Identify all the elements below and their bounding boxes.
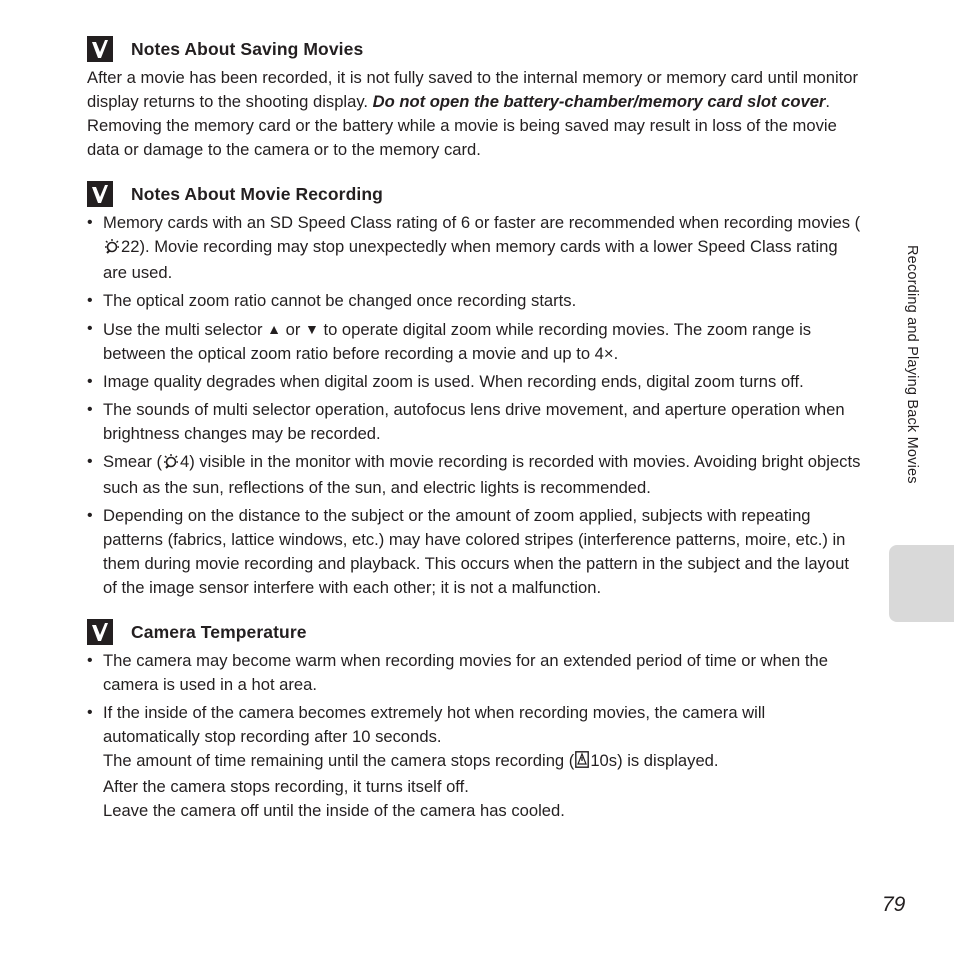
heading-text: Camera Temperature bbox=[131, 621, 307, 642]
heading-text: Notes About Movie Recording bbox=[131, 183, 383, 204]
warning-thermometer-icon bbox=[575, 751, 589, 775]
check-mark-icon bbox=[87, 36, 113, 62]
item-text: Smear ( bbox=[103, 452, 163, 471]
chapter-side-label: Recording and Playing Back Movies bbox=[904, 245, 920, 484]
warning-emphasis: Do not open the battery-chamber/memory card slot cover bbox=[372, 92, 826, 111]
list-item: • The sounds of multi selector operation, autofocus lens drive movement, and aperture operation when brightness changes may be recorded. bbox=[87, 400, 845, 443]
list-item: • The optical zoom ratio cannot be changed once recording starts. bbox=[87, 291, 577, 310]
section-heading bbox=[87, 617, 865, 647]
heading-text: Notes About Saving Movies bbox=[131, 38, 364, 59]
item-text: Memory cards with an SD Speed Class rating of 6 or faster are recommended when recording movies ( bbox=[103, 213, 861, 232]
reference-page: 22 bbox=[121, 237, 140, 256]
list-item: • Smear ( 4) visible in the monitor with movie recording is recorded with movies. Avoiding bright objects such as the sun, reflections of the sun, and electric lights is recommended. bbox=[87, 452, 861, 497]
item-text: Use the multi selector bbox=[103, 320, 268, 339]
up-arrow-icon: ▲ bbox=[267, 321, 282, 337]
list-item: • Image quality degrades when digital zoom is used. When recording ends, digital zoom turns off. bbox=[87, 372, 804, 391]
item-text: The optical zoom ratio cannot be changed once recording starts. bbox=[103, 291, 577, 310]
list-item: • Use the multi selector ▲ or ▼ to operate digital zoom while recording movies. The zoom range is between the optical zoom ratio before recording a movie and up to 4×. bbox=[87, 320, 812, 363]
section-camera-temperature bbox=[87, 617, 865, 823]
item-text: The camera may become warm when recording movies for an extended period of time or when the camera is used in a hot area. bbox=[103, 651, 828, 694]
item-text: or bbox=[281, 320, 305, 339]
item-text: Depending on the distance to the subject or the amount of zoom applied, subjects with repeating patterns (fabrics, lattice windows, etc.) may have colored stripes (interference patterns, moire, etc.) in them during movie recording and playback. This occurs when the pattern in the subject and the layout of the image sensor interfere with each other; it is not a malfunction. bbox=[103, 506, 849, 597]
section-movie-recording bbox=[87, 179, 865, 600]
item-text: After the camera stops recording, it turns itself off. bbox=[103, 777, 469, 796]
para-text: After a movie has been recorded, it is not fully saved to the internal memory or memory card until monitor display returns to the shooting display. bbox=[87, 68, 859, 111]
section-heading bbox=[87, 179, 865, 209]
section-saving-movies bbox=[87, 34, 865, 162]
list-item: • The camera may become warm when recording movies for an extended period of time or when the camera is used in a hot area. bbox=[87, 651, 828, 694]
list-item: • If the inside of the camera becomes extremely hot when recording movies, the camera will automatically stop recording after 10 seconds. The amount of time remaining until the camera stops recording ( 10s) is displayed. After the camera stops recording, it turns itself off. Leave the camera off until the inside of the camera has cooled. bbox=[87, 701, 865, 823]
check-mark-icon bbox=[87, 181, 113, 207]
saving-movies-paragraph bbox=[87, 66, 865, 162]
item-text: to operate digital zoom while recording movies. The zoom range is between the optical zoom ratio before recording a movie and up to 4×. bbox=[103, 320, 812, 363]
reference-icon bbox=[104, 237, 120, 261]
list-item: • Memory cards with an SD Speed Class rating of 6 or faster are recommended when recording movies (22). Movie recording may stop unexpectedly when memory cards with a lower Speed Class rating are used. bbox=[87, 213, 861, 282]
item-text: The sounds of multi selector operation, autofocus lens drive movement, and aperture operation when brightness changes may be recorded. bbox=[103, 400, 845, 443]
bullet-list bbox=[87, 649, 865, 823]
reference-icon bbox=[163, 452, 179, 476]
item-text: The amount of time remaining until the camera stops recording ( bbox=[103, 751, 575, 770]
para-text: . Removing the memory card or the battery while a movie is being saved may result in loss of the movie data or damage to the camera or to the memory card. bbox=[87, 92, 837, 159]
item-line bbox=[103, 749, 865, 775]
chapter-tab bbox=[889, 545, 954, 622]
section-heading bbox=[87, 34, 865, 64]
bullet-list bbox=[87, 211, 865, 600]
item-text: Leave the camera off until the inside of the camera has cooled. bbox=[103, 801, 565, 820]
item-text: ) visible in the monitor with movie recording is recorded with movies. Avoiding bright objects such as the sun, reflections of the sun, and electric lights is recommended. bbox=[103, 452, 861, 497]
check-mark-icon bbox=[87, 619, 113, 645]
reference-page: 4 bbox=[180, 452, 190, 471]
item-text: ). Movie recording may stop unexpectedly when memory cards with a lower Speed Class rating are used. bbox=[103, 237, 838, 282]
page-number: 79 bbox=[882, 893, 906, 916]
item-text: If the inside of the camera becomes extremely hot when recording movies, the camera will automatically stop recording after 10 seconds. bbox=[103, 703, 766, 746]
down-arrow-icon: ▼ bbox=[305, 321, 319, 337]
list-item: • Depending on the distance to the subject or the amount of zoom applied, subjects with repeating patterns (fabrics, lattice windows, etc.) may have colored stripes (interference patterns, moire, etc.) in them during movie recording and playback. This occurs when the pattern in the subject and the layout of the image sensor interfere with each other; it is not a malfunction. bbox=[87, 506, 849, 597]
item-text: 10s) is displayed. bbox=[590, 751, 719, 770]
page-content bbox=[87, 34, 865, 840]
item-text: Image quality degrades when digital zoom is used. When recording ends, digital zoom turns off. bbox=[103, 372, 804, 391]
